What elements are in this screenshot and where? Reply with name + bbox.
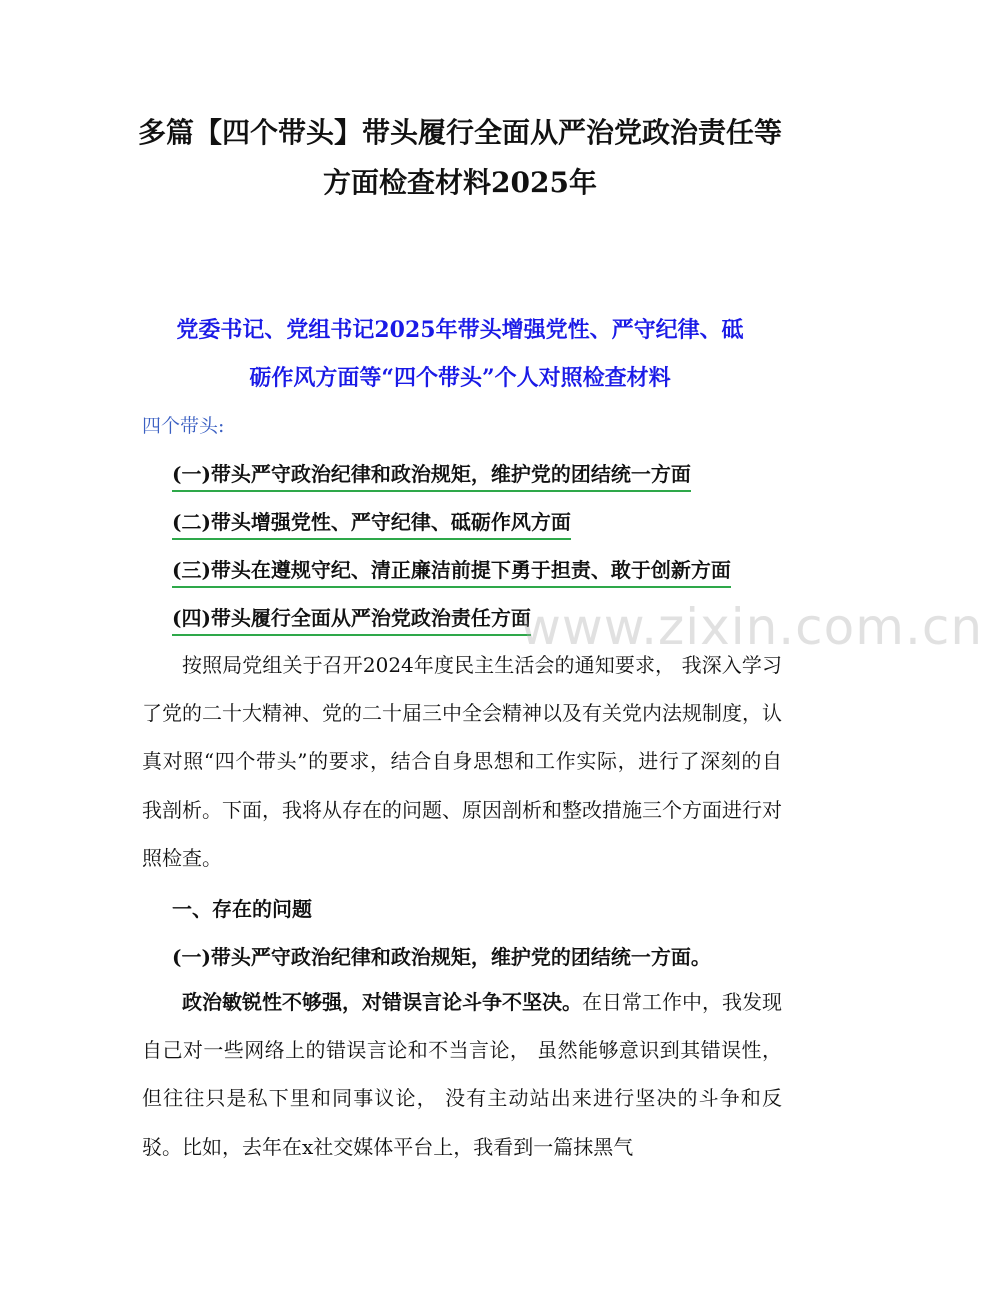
four-lead-label: 四个带头: [142,415,225,437]
lead-item-2: (二)带头增强党性、严守纪律、砥砺作风方面 [172,506,571,540]
body-text: 在日常工作中，我发现自己对一些网络上的错误言论和不当言论， 虽然能够意识到其错误性，但往往只是私下里和同事议论， 没有主动站出来进行坚决的斗争和反驳。比如，去年在x社交媒体平台上，我看到一篇抹黑气 [142,990,782,1159]
body-bold-lead: 政治敏锐性不够强，对错误言论斗争不坚决。 [182,990,582,1014]
watermark: www.zixin.com.cn [520,598,983,656]
lead-item-1: (一)带头严守政治纪律和政治规矩，维护党的团结统一方面 [172,458,691,492]
document-title-line-2: 方面检查材料2025年 [323,166,597,199]
section-heading: 一、存在的问题 [172,897,312,921]
lead-item-3: (三)带头在遵规守纪、清正廉洁前提下勇于担责、敢于创新方面 [172,554,731,588]
document-subtitle-line-2: 砺作风方面等“四个带头”个人对照检查材料 [249,365,671,391]
subsection-heading: (一)带头严守政治纪律和政治规矩，维护党的团结统一方面。 [172,945,711,969]
document-subtitle-line-1: 党委书记、党组书记2025年带头增强党性、严守纪律、砥 [176,317,744,343]
body-paragraph [142,978,782,1171]
lead-item-4: (四)带头履行全面从严治党政治责任方面 [172,602,531,636]
document-title-line-1: 多篇【四个带头】带头履行全面从严治党政治责任等 [137,116,782,149]
intro-paragraph: 按照局党组关于召开2024年度民主生活会的通知要求， 我深入学习了党的二十大精神、党的二十届三中全会精神以及有关党内法规制度，认真对照“四个带头”的要求，结合自身思想和工作实际，进行了深刻的自我剖析。下面，我将从存在的问题、原因剖析和整改措施三个方面进行对照检查。 [142,653,782,870]
